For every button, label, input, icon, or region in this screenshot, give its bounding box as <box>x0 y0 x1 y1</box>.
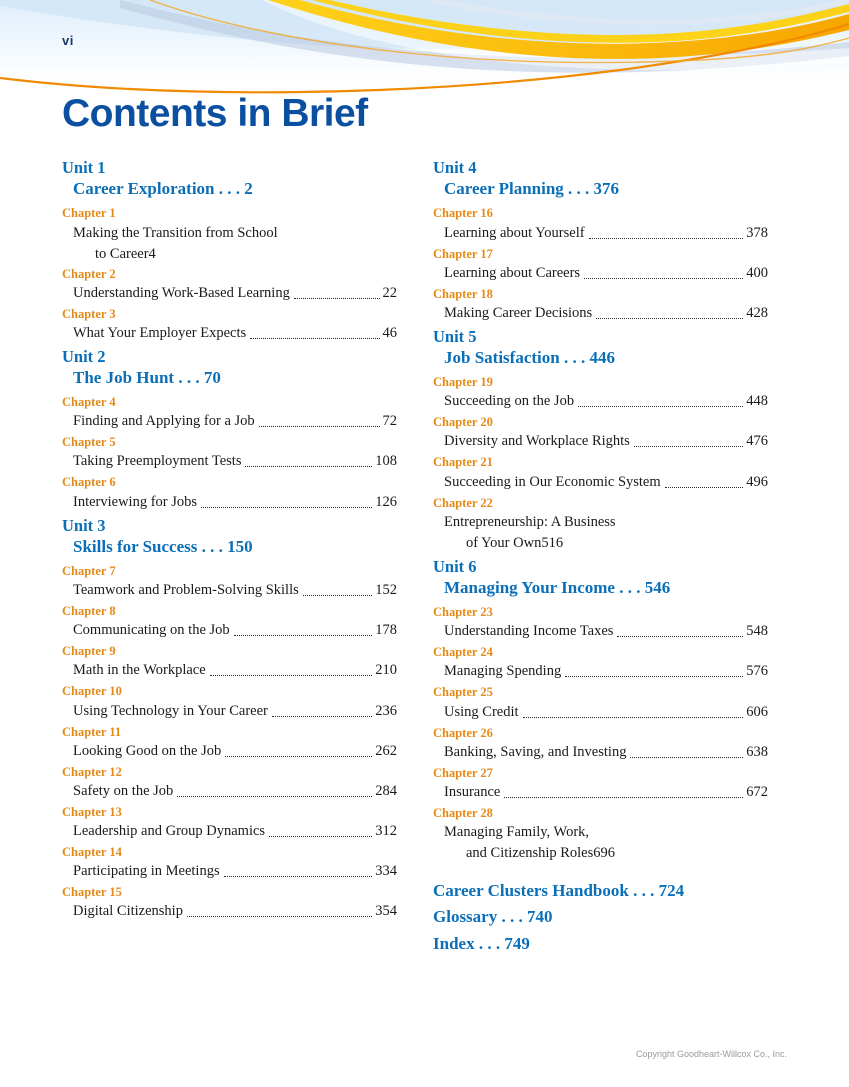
chapter-entry[interactable] <box>62 781 397 802</box>
chapter-title: Insurance <box>444 783 501 800</box>
dot-leader <box>504 796 743 798</box>
unit-label: Unit 2 <box>62 346 106 366</box>
unit-label: Unit 5 <box>433 326 477 346</box>
backmatter-list <box>433 878 768 957</box>
copyright-notice: Copyright Goodheart-Willcox Co., Inc. <box>635 1049 787 1059</box>
unit-block <box>433 157 768 324</box>
chapter-page-number: 178 <box>375 622 397 639</box>
dot-leader <box>634 445 743 447</box>
header-swoosh-svg <box>0 0 849 100</box>
chapter-title: Safety on the Job <box>73 782 174 799</box>
dot-leader <box>201 506 372 508</box>
chapter-entry[interactable] <box>433 303 768 324</box>
chapter-label: Chapter 21 <box>433 455 493 470</box>
chapter-label: Chapter 27 <box>433 765 493 780</box>
chapter-page-number: 72 <box>382 413 397 430</box>
dot-leader <box>269 835 372 837</box>
chapter-page-number: 354 <box>375 903 397 920</box>
chapter-page-number: 672 <box>746 783 768 800</box>
chapter-entry[interactable] <box>62 901 397 922</box>
unit-block <box>433 326 768 554</box>
chapter-label: Chapter 10 <box>62 684 122 699</box>
chapter-page-number: 476 <box>746 433 768 450</box>
chapter-title: Using Technology in Your Career <box>73 702 268 719</box>
chapter-label: Chapter 19 <box>433 375 493 390</box>
chapter-page-number: 548 <box>746 623 768 640</box>
chapter-page-number: 448 <box>746 393 768 410</box>
chapter-label: Chapter 20 <box>433 415 493 430</box>
chapter-entry[interactable] <box>433 263 768 284</box>
chapter-label: Chapter 6 <box>62 475 116 490</box>
chapter-entry[interactable] <box>433 822 768 864</box>
chapter-label: Chapter 18 <box>433 286 493 301</box>
unit-block <box>62 346 397 513</box>
unit-title[interactable]: Job Satisfaction . . . 446 <box>444 348 615 368</box>
chapter-title: Participating in Meetings <box>73 863 220 880</box>
chapter-entry[interactable] <box>433 621 768 642</box>
chapter-title: Digital Citizenship <box>73 903 183 920</box>
chapter-label: Chapter 23 <box>433 605 493 620</box>
chapter-title-line2: of Your Own <box>466 534 542 551</box>
chapter-title: Learning about Careers <box>444 264 581 281</box>
dot-leader <box>523 716 744 718</box>
dot-leader <box>294 297 380 299</box>
dot-leader <box>630 756 743 758</box>
chapter-page-number: 236 <box>375 702 397 719</box>
unit-label: Unit 4 <box>433 158 477 177</box>
chapter-label: Chapter 7 <box>62 563 116 578</box>
chapter-page-number: 126 <box>375 493 397 510</box>
unit-label: Unit 1 <box>62 158 106 177</box>
chapter-title-line2: and Citizenship Roles <box>466 844 594 861</box>
unit-title[interactable]: The Job Hunt . . . 70 <box>73 368 221 388</box>
dot-leader <box>303 594 373 596</box>
chapter-title: Banking, Saving, and Investing <box>444 743 627 760</box>
unit-title[interactable]: Skills for Success . . . 150 <box>73 537 253 557</box>
chapter-title-line2-row <box>444 533 768 554</box>
chapter-page-number: 638 <box>746 743 768 760</box>
chapter-page-number: 378 <box>746 224 768 241</box>
chapter-label: Chapter 11 <box>62 724 122 739</box>
chapter-label: Chapter 26 <box>433 725 493 740</box>
chapter-label: Chapter 1 <box>62 206 116 221</box>
unit-block <box>62 157 397 344</box>
dot-leader <box>224 875 373 877</box>
chapter-title: Taking Preemployment Tests <box>73 453 242 470</box>
chapter-page-number: 46 <box>382 324 397 341</box>
chapter-title: Looking Good on the Job <box>73 742 222 759</box>
chapter-entry[interactable] <box>62 660 397 681</box>
chapter-entry[interactable] <box>62 620 397 641</box>
chapter-label: Chapter 9 <box>62 644 116 659</box>
chapter-label: Chapter 24 <box>433 645 493 660</box>
chapter-label: Chapter 13 <box>62 804 122 819</box>
chapter-title-line2-row <box>73 244 397 265</box>
chapter-label: Chapter 15 <box>62 885 122 900</box>
chapter-page-number: 576 <box>746 663 768 680</box>
chapter-label: Chapter 17 <box>433 246 493 261</box>
chapter-page-number: 334 <box>375 863 397 880</box>
chapter-entry[interactable] <box>433 223 768 244</box>
chapter-title: Using Credit <box>444 703 519 720</box>
chapter-entry[interactable] <box>433 742 768 763</box>
chapter-title-line1: Entrepreneurship: A Business <box>444 513 616 530</box>
chapter-page-number: 606 <box>746 703 768 720</box>
unit-block <box>433 556 768 864</box>
chapter-label: Chapter 2 <box>62 266 116 281</box>
dot-leader <box>250 337 379 339</box>
chapter-entry[interactable] <box>62 492 397 513</box>
chapter-title: Finding and Applying for a Job <box>73 413 255 430</box>
chapter-page-number: 516 <box>541 534 564 551</box>
chapter-label: Chapter 28 <box>433 805 493 820</box>
dot-leader <box>259 425 380 427</box>
chapter-entry[interactable] <box>62 701 397 722</box>
dot-leader <box>596 317 743 319</box>
chapter-entry[interactable] <box>433 782 768 803</box>
chapter-title: Leadership and Group Dynamics <box>73 822 266 839</box>
chapter-title: Succeeding on the Job <box>444 393 575 410</box>
chapter-entry[interactable] <box>62 411 397 432</box>
chapter-entry[interactable] <box>62 451 397 472</box>
chapter-label: Chapter 5 <box>62 435 116 450</box>
dot-leader <box>665 486 744 488</box>
chapter-entry[interactable] <box>433 512 768 554</box>
contents-columns <box>62 157 787 957</box>
page-title: Contents in Brief <box>62 92 368 135</box>
chapter-title: Understanding Income Taxes <box>444 623 614 640</box>
chapter-page-number: 284 <box>375 782 397 799</box>
chapter-page-number: 210 <box>375 662 397 679</box>
backmatter-item[interactable]: Index . . . 749 <box>433 933 530 953</box>
chapter-title: Interviewing for Jobs <box>73 493 198 510</box>
chapter-page-number: 262 <box>375 742 397 759</box>
unit-label: Unit 3 <box>62 515 106 535</box>
chapter-entry[interactable] <box>433 431 768 452</box>
chapter-label: Chapter 12 <box>62 764 122 779</box>
dot-leader <box>578 405 743 407</box>
chapter-page-number: 696 <box>593 844 616 861</box>
left-column <box>62 157 397 957</box>
chapter-title: Understanding Work-Based Learning <box>73 284 290 301</box>
backmatter-item[interactable]: Glossary . . . 740 <box>433 907 553 927</box>
chapter-page-number: 108 <box>375 453 397 470</box>
chapter-title: What Your Employer Expects <box>73 324 247 341</box>
chapter-title-line2: to Career <box>95 245 149 262</box>
folio-page-number: vi <box>62 33 74 48</box>
dot-leader <box>617 635 743 637</box>
chapter-title: Making Career Decisions <box>444 304 593 321</box>
chapter-title: Managing Spending <box>444 663 562 680</box>
unit-title[interactable]: Managing Your Income . . . 546 <box>444 578 671 598</box>
dot-leader <box>187 915 372 917</box>
chapter-label: Chapter 3 <box>62 306 116 321</box>
chapter-page-number: 400 <box>746 264 768 281</box>
dot-leader <box>565 675 743 677</box>
chapter-entry[interactable] <box>62 821 397 842</box>
unit-title[interactable]: Career Exploration . . . 2 <box>73 179 253 199</box>
chapter-entry[interactable] <box>433 391 768 412</box>
chapter-title-line2-row <box>444 843 768 864</box>
chapter-entry[interactable] <box>62 580 397 601</box>
chapter-entry[interactable] <box>62 323 397 344</box>
chapter-entry[interactable] <box>62 741 397 762</box>
dot-leader <box>584 277 743 279</box>
dot-leader <box>245 465 372 467</box>
chapter-page-number: 4 <box>148 245 156 262</box>
unit-block <box>62 515 397 923</box>
chapter-label: Chapter 16 <box>433 206 493 221</box>
chapter-entry[interactable] <box>62 223 397 265</box>
chapter-label: Chapter 8 <box>62 604 116 619</box>
chapter-title-line1: Managing Family, Work, <box>444 823 590 840</box>
chapter-page-number: 22 <box>382 284 397 301</box>
dot-leader <box>234 634 373 636</box>
chapter-page-number: 152 <box>375 582 397 599</box>
chapter-title: Teamwork and Problem-Solving Skills <box>73 582 299 599</box>
chapter-page-number: 428 <box>746 304 768 321</box>
chapter-entry[interactable] <box>433 702 768 723</box>
chapter-label: Chapter 25 <box>433 685 493 700</box>
backmatter-item[interactable]: Career Clusters Handbook . . . 724 <box>433 880 685 900</box>
chapter-entry[interactable] <box>62 861 397 882</box>
chapter-title: Diversity and Workplace Rights <box>444 433 630 450</box>
unit-label: Unit 6 <box>433 556 477 576</box>
dot-leader <box>210 674 373 676</box>
chapter-title: Learning about Yourself <box>444 224 585 241</box>
chapter-entry[interactable] <box>433 472 768 493</box>
chapter-label: Chapter 14 <box>62 844 122 859</box>
chapter-label: Chapter 22 <box>433 495 493 510</box>
chapter-entry[interactable] <box>433 661 768 682</box>
dot-leader <box>177 795 372 797</box>
chapter-page-number: 496 <box>746 473 768 490</box>
chapter-page-number: 312 <box>375 822 397 839</box>
dot-leader <box>272 715 372 717</box>
dot-leader <box>225 755 372 757</box>
chapter-title: Math in the Workplace <box>73 662 206 679</box>
unit-title[interactable]: Career Planning . . . 376 <box>444 179 620 199</box>
right-column <box>433 157 768 957</box>
dot-leader <box>589 237 744 239</box>
chapter-title-line1: Making the Transition from School <box>73 224 278 241</box>
chapter-title: Communicating on the Job <box>73 622 230 639</box>
header-decorative-art <box>0 0 849 100</box>
chapter-entry[interactable] <box>62 283 397 304</box>
chapter-label: Chapter 4 <box>62 395 116 410</box>
chapter-title: Succeeding in Our Economic System <box>444 473 661 490</box>
